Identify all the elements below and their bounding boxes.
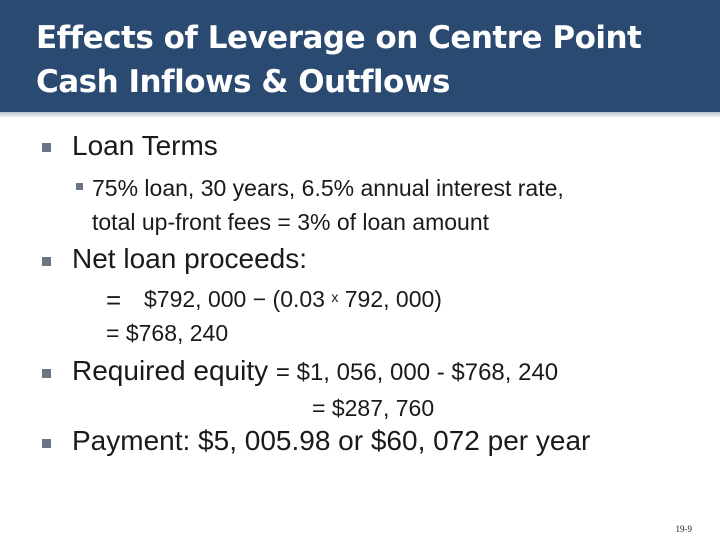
net-proceeds-result: = $768, 240 (106, 320, 229, 346)
required-equity-label: Required equity (72, 355, 269, 386)
square-bullet-icon (42, 143, 51, 152)
multiply-sign: x (331, 289, 339, 305)
net-proceeds-calc-part-b: 792, 000) (344, 286, 442, 312)
net-proceeds-equals: = (106, 285, 122, 315)
square-bullet-icon (42, 439, 51, 448)
net-proceeds-calc-part-a: $792, 000 − (0.03 (144, 286, 325, 312)
slide-title-bar (0, 0, 720, 112)
loan-terms-heading: Loan Terms (72, 130, 218, 161)
required-equity-calculation: = $1, 056, 000 - $768, 240 (275, 359, 559, 386)
page-number: 19-9 (675, 524, 692, 534)
net-proceeds-heading: Net loan proceeds: (72, 243, 308, 274)
net-proceeds-calculation (144, 286, 442, 313)
slide-title-line-2: Cash Inflows & Outflows (36, 64, 450, 100)
square-bullet-icon (76, 183, 83, 190)
square-bullet-icon (42, 369, 51, 378)
slide-title-line-1: Effects of Leverage on Centre Point (36, 20, 642, 56)
title-divider (0, 112, 720, 118)
loan-terms-detail-line-1: 75% loan, 30 years, 6.5% annual interest rate, (92, 175, 564, 201)
required-equity-result: = $287, 760 (312, 395, 435, 421)
loan-terms-detail-line-2: total up-front fees = 3% of loan amount (92, 209, 489, 235)
required-equity-line (72, 355, 558, 387)
square-bullet-icon (42, 257, 51, 266)
payment-line: Payment: $5, 005.98 or $60, 072 per year (72, 425, 591, 456)
